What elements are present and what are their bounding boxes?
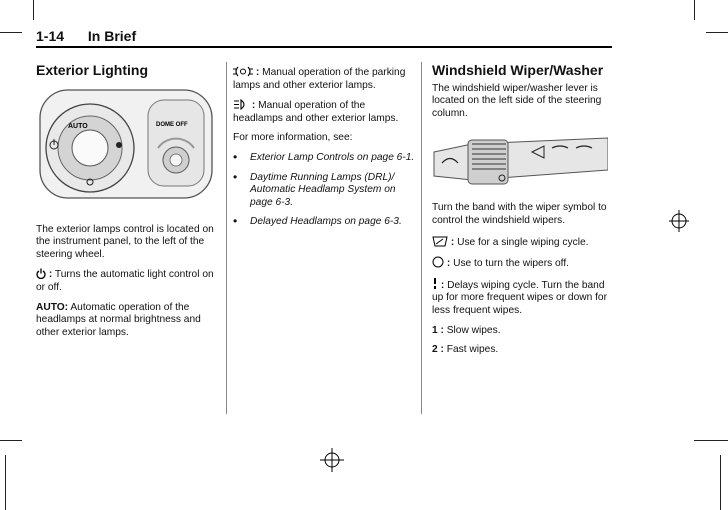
power-icon [36, 268, 46, 279]
registration-mark [320, 448, 344, 472]
auto-headlamp-item: AUTO: Automatic operation of the headlamps at normal brightness and other exterior lamps. [36, 301, 201, 338]
crop-mark [706, 32, 728, 33]
wiper-mist-icon [432, 235, 448, 247]
list-item[interactable]: • Exterior Lamp Controls on page 6-1. [233, 152, 415, 165]
left-column [36, 64, 218, 346]
middle-column [233, 66, 415, 236]
reference-link[interactable]: Daytime Running Lamps (DRL)/ Automatic Headlamp System [250, 171, 395, 196]
auto-light-control-item: : Turns the automatic light control on or off. [36, 269, 214, 293]
exterior-lamp-control-figure [36, 86, 216, 206]
wiper-lever-figure [432, 130, 608, 194]
page-number: 1-14 [36, 28, 65, 44]
wiper-washer-heading: Windshield Wiper/Washer [432, 62, 604, 78]
reference-link[interactable]: Delayed Headlamps [250, 216, 342, 228]
crop-mark [0, 32, 22, 33]
wiper-band-text: Turn the band with the wiper symbol to control the windshield wipers. [432, 202, 607, 226]
list-item[interactable]: • Daytime Running Lamps (DRL)/ Automatic Headlamp System on page 6-3. [233, 172, 415, 210]
more-info-text: For more information, see: [233, 132, 353, 144]
exterior-lighting-heading: Exterior Lighting [36, 62, 148, 78]
headlamps-item: : Manual operation of the headlamps and other exterior lamps. [233, 100, 399, 124]
reference-list [233, 152, 415, 229]
section-title: In Brief [87, 28, 137, 44]
right-column [432, 64, 614, 364]
single-wipe-item: : Use for a single wiping cycle. [432, 235, 614, 250]
fast-wipes-item: 2 : Fast wipes. [432, 344, 499, 356]
crop-mark [0, 440, 22, 441]
dome-off-label: DOME OFF [156, 121, 188, 128]
delay-bar-icon [432, 278, 438, 290]
registration-mark [669, 210, 689, 232]
header-rule [36, 46, 612, 48]
delay-wipe-item: : Delays wiping cycle. Turn the band up for more frequent wipes or down for less frequent wipes. [432, 279, 607, 316]
slow-wipes-item: 1 : Slow wipes. [432, 324, 501, 336]
headlamp-icon [233, 99, 249, 110]
auto-label: AUTO [68, 122, 88, 130]
parking-lamp-icon [233, 66, 253, 77]
reference-link[interactable]: Exterior Lamp Controls [250, 151, 355, 163]
parking-lamps-item: : Manual operation of the parking lamps and other exterior lamps. [233, 67, 406, 91]
crop-mark [694, 440, 728, 441]
auto-label-text: AUTO: [36, 301, 69, 313]
lamps-location-text: The exterior lamps control is located on the instrument panel, to the left of the steering wheel. [36, 223, 214, 260]
crop-mark [694, 0, 695, 20]
crop-mark [33, 0, 34, 20]
column-divider [226, 62, 227, 414]
wiper-location-text: The windshield wiper/washer lever is located on the left side of the steering column. [432, 82, 602, 119]
column-divider [421, 62, 422, 414]
off-circle-icon [432, 256, 444, 268]
page-header [36, 28, 136, 44]
crop-mark [5, 455, 6, 510]
list-item[interactable]: • Delayed Headlamps on page 6-3. [233, 216, 415, 229]
crop-mark [720, 455, 721, 510]
wiper-off-item: : Use to turn the wipers off. [432, 256, 614, 271]
